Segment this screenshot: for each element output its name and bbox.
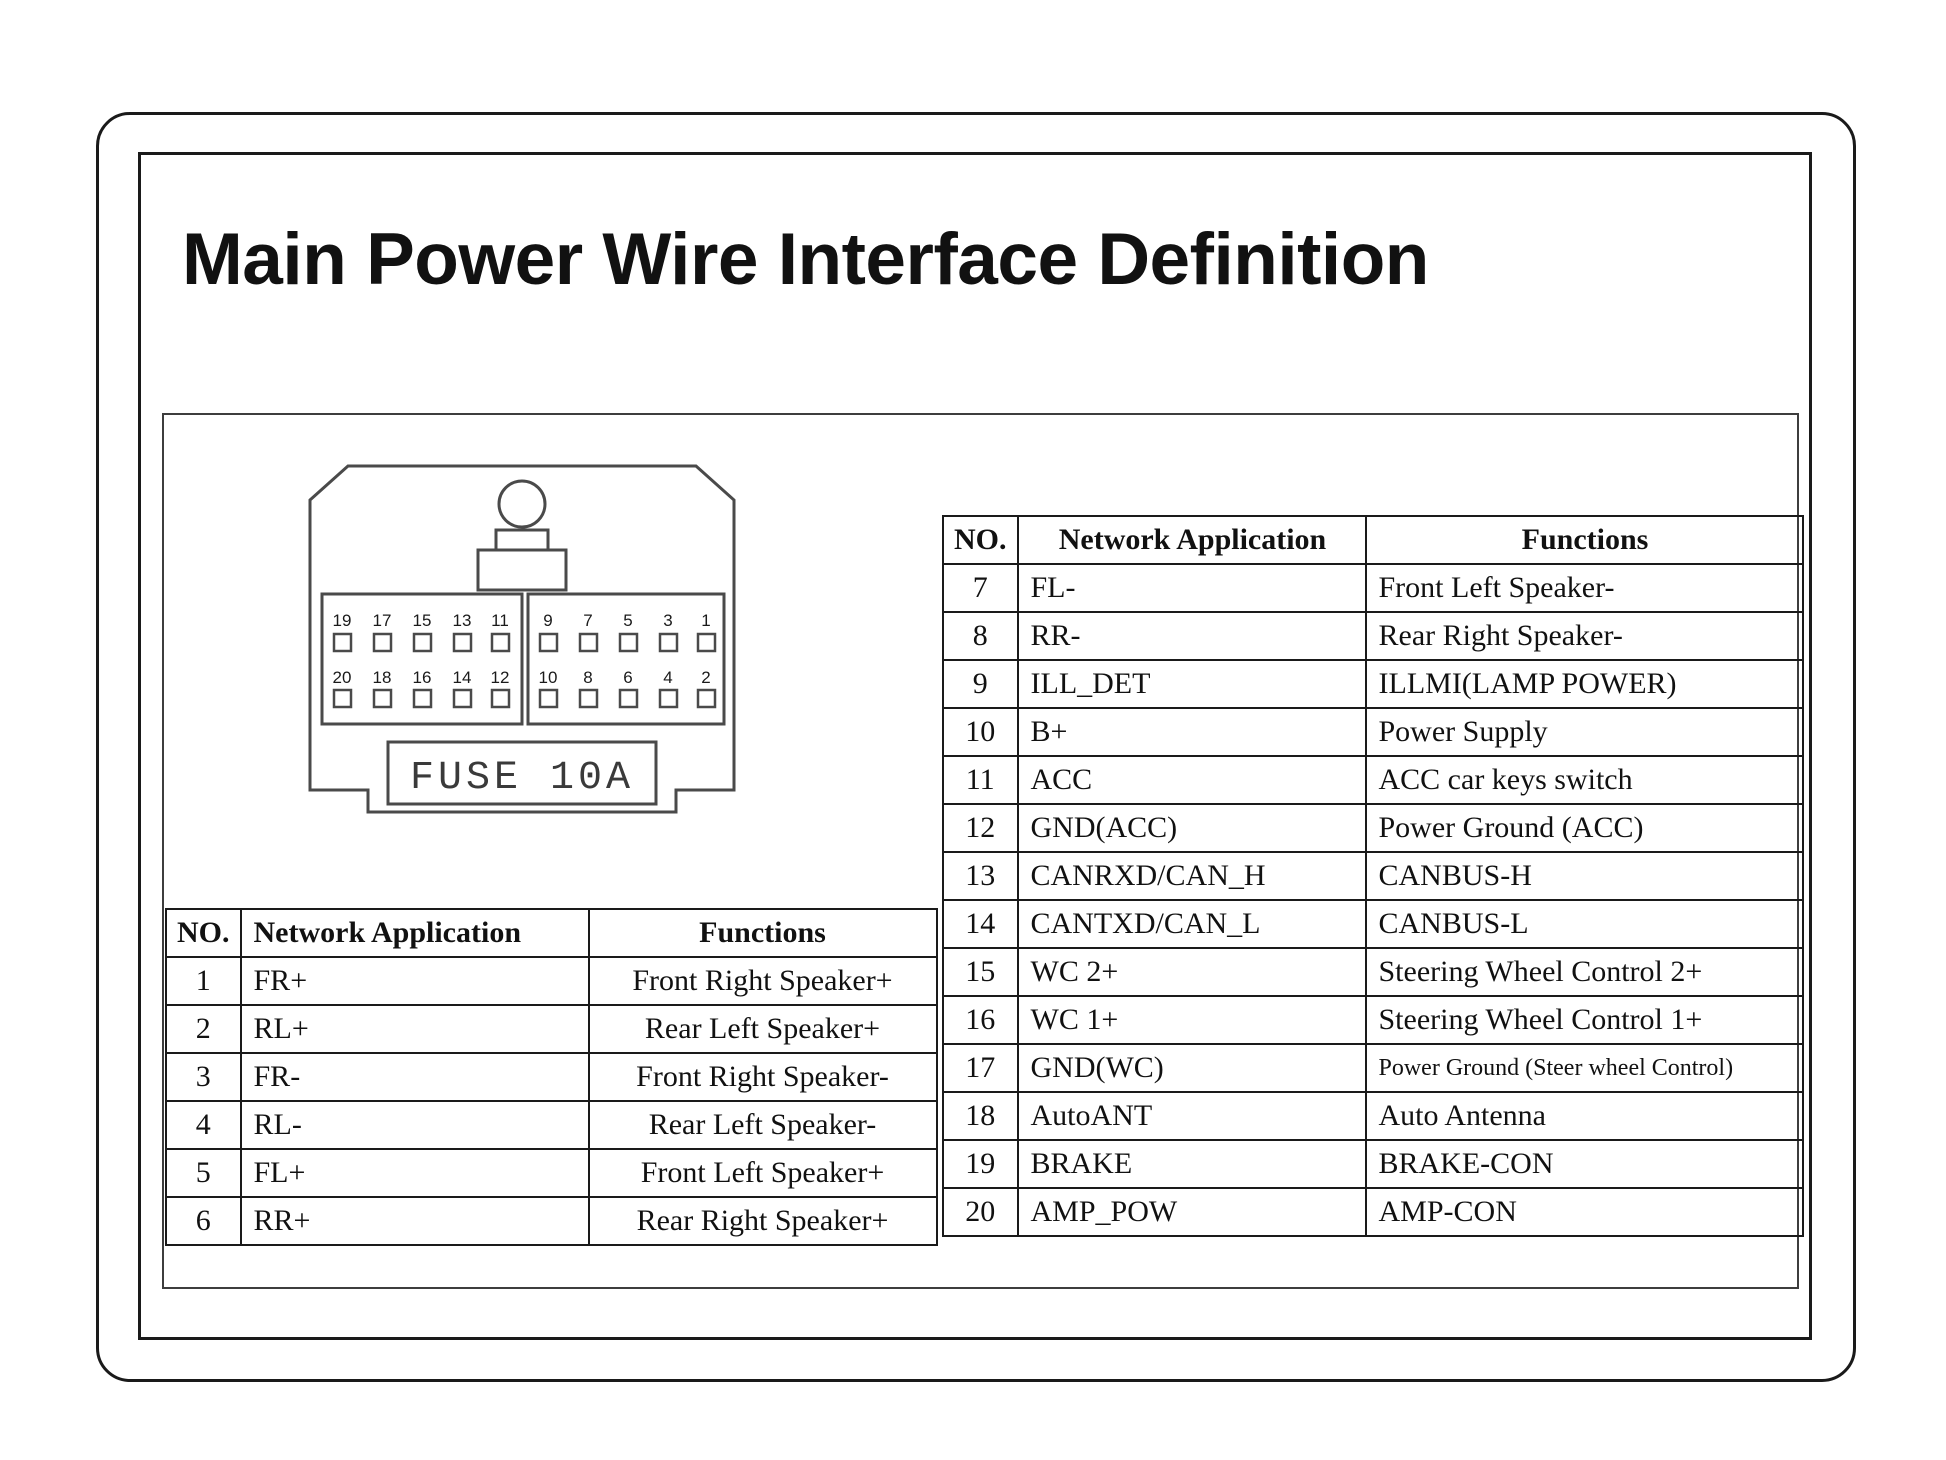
table-row — [943, 900, 1803, 948]
header-net: Network Application — [241, 909, 589, 957]
table-row — [943, 1140, 1803, 1188]
cell-network-application: ACC — [1018, 756, 1366, 804]
table-header-row — [943, 516, 1803, 564]
cell-function: Front Right Speaker+ — [589, 957, 937, 1005]
pin-table-right — [942, 515, 1804, 1237]
svg-text:11: 11 — [491, 611, 509, 630]
svg-text:12: 12 — [490, 668, 510, 687]
cell-function: Rear Left Speaker+ — [589, 1005, 937, 1053]
cell-function: ACC car keys switch — [1366, 756, 1803, 804]
cell-no: 2 — [166, 1005, 241, 1053]
cell-function: Rear Right Speaker- — [1366, 612, 1803, 660]
svg-text:16: 16 — [412, 668, 432, 687]
cell-no: 17 — [943, 1044, 1018, 1092]
cell-no: 6 — [166, 1197, 241, 1245]
cell-no: 18 — [943, 1092, 1018, 1140]
table-row — [166, 957, 937, 1005]
cell-function: Rear Left Speaker- — [589, 1101, 937, 1149]
table-row — [943, 1188, 1803, 1236]
svg-text:3: 3 — [663, 611, 673, 630]
cell-network-application: FR- — [241, 1053, 589, 1101]
cell-network-application: ILL_DET — [1018, 660, 1366, 708]
cell-network-application: RL+ — [241, 1005, 589, 1053]
cell-no: 12 — [943, 804, 1018, 852]
svg-text:18: 18 — [372, 668, 392, 687]
header-fn: Functions — [589, 909, 937, 957]
cell-network-application: GND(ACC) — [1018, 804, 1366, 852]
svg-text:19: 19 — [332, 611, 352, 630]
cell-no: 3 — [166, 1053, 241, 1101]
table-row — [166, 1053, 937, 1101]
cell-network-application: RR- — [1018, 612, 1366, 660]
cell-no: 9 — [943, 660, 1018, 708]
cell-function: Power Ground (Steer wheel Control) — [1366, 1044, 1803, 1092]
pin-table-left — [165, 908, 938, 1246]
svg-text:13: 13 — [452, 611, 472, 630]
svg-text:2: 2 — [701, 668, 711, 687]
connector-diagram — [300, 460, 820, 880]
cell-network-application: AutoANT — [1018, 1092, 1366, 1140]
svg-text:9: 9 — [543, 611, 553, 630]
cell-no: 20 — [943, 1188, 1018, 1236]
svg-text:5: 5 — [623, 611, 633, 630]
svg-text:4: 4 — [663, 668, 673, 687]
table-row — [943, 804, 1803, 852]
cell-network-application: BRAKE — [1018, 1140, 1366, 1188]
cell-no: 5 — [166, 1149, 241, 1197]
fuse-label: FUSE 10A — [409, 756, 635, 801]
cell-function: Front Left Speaker+ — [589, 1149, 937, 1197]
table-row — [166, 1197, 937, 1245]
cell-network-application: GND(WC) — [1018, 1044, 1366, 1092]
cell-network-application: RL- — [241, 1101, 589, 1149]
cell-function: Rear Right Speaker+ — [589, 1197, 937, 1245]
svg-text:20: 20 — [332, 668, 352, 687]
table-row — [166, 1149, 937, 1197]
cell-network-application: FL- — [1018, 564, 1366, 612]
table-row — [943, 996, 1803, 1044]
cell-network-application: AMP_POW — [1018, 1188, 1366, 1236]
cell-network-application: CANRXD/CAN_H — [1018, 852, 1366, 900]
cell-network-application: WC 2+ — [1018, 948, 1366, 996]
cell-function: BRAKE-CON — [1366, 1140, 1803, 1188]
table-row — [943, 948, 1803, 996]
cell-no: 15 — [943, 948, 1018, 996]
svg-text:6: 6 — [623, 668, 633, 687]
svg-text:8: 8 — [583, 668, 593, 687]
cell-no: 11 — [943, 756, 1018, 804]
header-no: NO. — [166, 909, 241, 957]
header-no: NO. — [943, 516, 1018, 564]
cell-no: 4 — [166, 1101, 241, 1149]
cell-network-application: CANTXD/CAN_L — [1018, 900, 1366, 948]
table-row — [943, 1092, 1803, 1140]
table-row — [943, 756, 1803, 804]
cell-no: 7 — [943, 564, 1018, 612]
cell-network-application: WC 1+ — [1018, 996, 1366, 1044]
cell-function: Front Right Speaker- — [589, 1053, 937, 1101]
svg-text:10: 10 — [538, 668, 558, 687]
header-fn: Functions — [1366, 516, 1803, 564]
table-header-row — [166, 909, 937, 957]
table-row — [943, 1044, 1803, 1092]
table-row — [943, 708, 1803, 756]
cell-no: 13 — [943, 852, 1018, 900]
header-net: Network Application — [1018, 516, 1366, 564]
cell-function: CANBUS-H — [1366, 852, 1803, 900]
table-row — [943, 612, 1803, 660]
svg-text:1: 1 — [701, 611, 711, 630]
cell-function: ILLMI(LAMP POWER) — [1366, 660, 1803, 708]
svg-text:14: 14 — [452, 668, 472, 687]
cell-function: Power Supply — [1366, 708, 1803, 756]
cell-function: Steering Wheel Control 1+ — [1366, 996, 1803, 1044]
svg-text:15: 15 — [412, 611, 432, 630]
cell-network-application: RR+ — [241, 1197, 589, 1245]
svg-text:7: 7 — [583, 611, 593, 630]
table-row — [166, 1005, 937, 1053]
cell-no: 16 — [943, 996, 1018, 1044]
cell-function: Auto Antenna — [1366, 1092, 1803, 1140]
cell-function: Power Ground (ACC) — [1366, 804, 1803, 852]
table-row — [166, 1101, 937, 1149]
cell-function: Front Left Speaker- — [1366, 564, 1803, 612]
cell-function: AMP-CON — [1366, 1188, 1803, 1236]
table-row — [943, 852, 1803, 900]
cell-no: 10 — [943, 708, 1018, 756]
svg-text:17: 17 — [372, 611, 392, 630]
table-row — [943, 564, 1803, 612]
cell-network-application: B+ — [1018, 708, 1366, 756]
cell-function: Steering Wheel Control 2+ — [1366, 948, 1803, 996]
cell-function: CANBUS-L — [1366, 900, 1803, 948]
cell-network-application: FL+ — [241, 1149, 589, 1197]
cell-network-application: FR+ — [241, 957, 589, 1005]
cell-no: 14 — [943, 900, 1018, 948]
table-row — [943, 660, 1803, 708]
cell-no: 8 — [943, 612, 1018, 660]
cell-no: 19 — [943, 1140, 1018, 1188]
cell-no: 1 — [166, 957, 241, 1005]
page-title: Main Power Wire Interface Definition — [182, 219, 1429, 300]
